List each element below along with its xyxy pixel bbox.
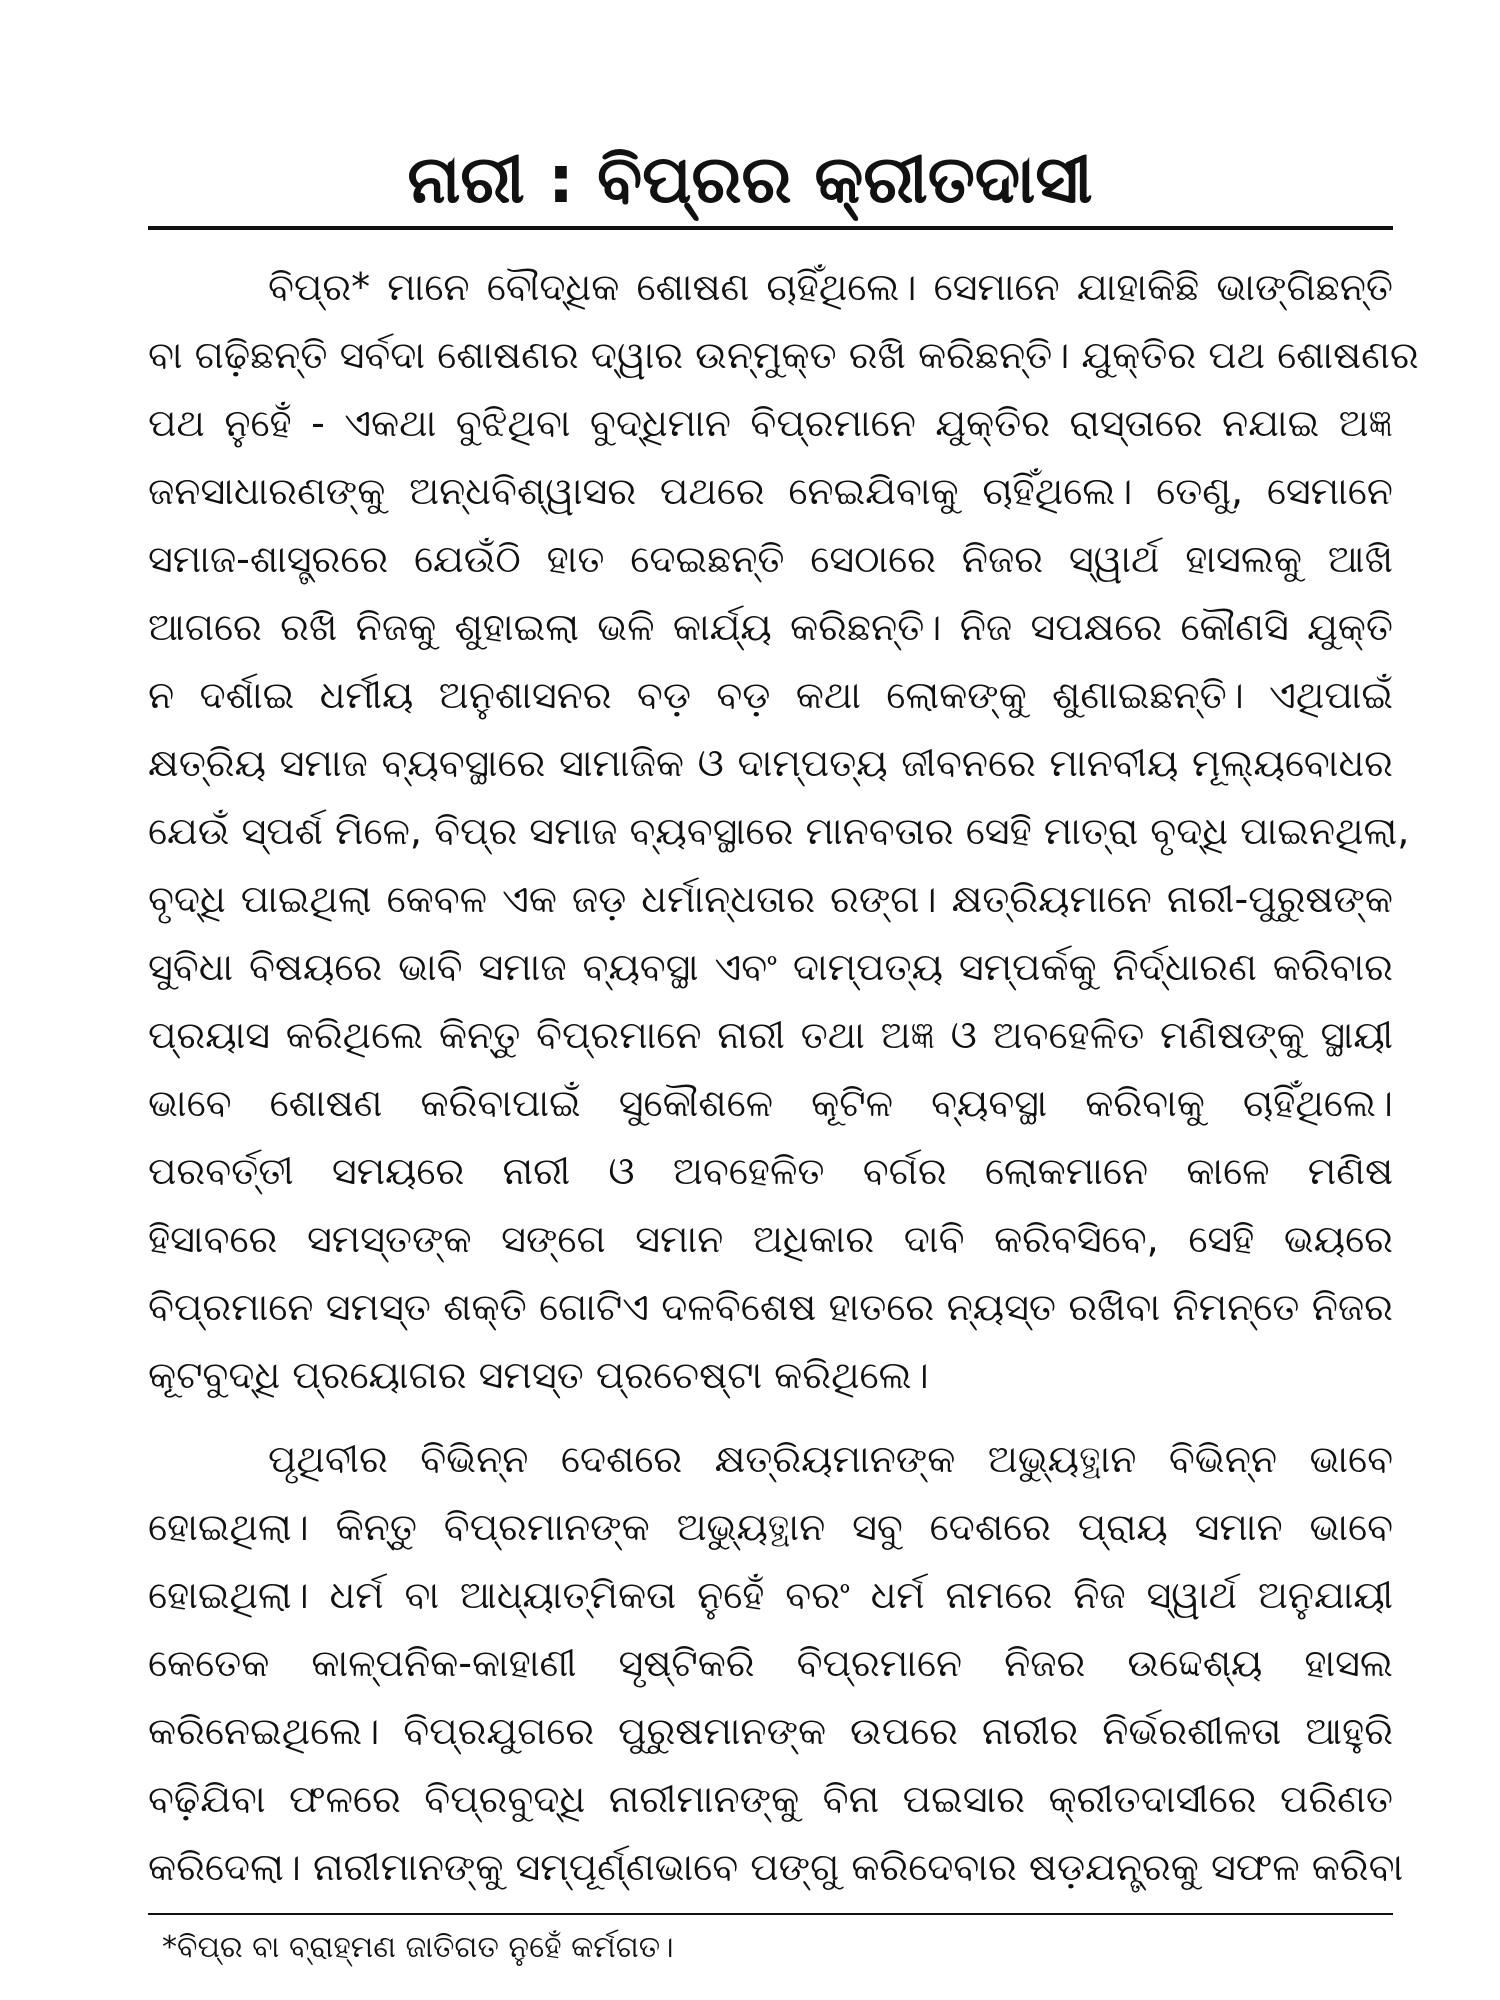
paragraph-2-line: ହୋଇଥିଲା। ଧର୍ମ ବା ଆଧ୍ୟାତ୍ମିକତା ନୁହେଁ ବରଂ ଧର୍ମ ନାମରେ ନିଜ ସ୍ୱାର୍ଥ ଅନୁଯାୟୀ <box>148 1573 1393 1617</box>
paragraph-1-line: ପରବର୍ତ୍ତୀ ସମୟରେ ନାରୀ ଓ ଅବହେଳିତ ବର୍ଗର ଲୋକମାନେ କାଳେ ମଣିଷ <box>148 1149 1393 1193</box>
paragraph-1-line: ହିସାବରେ ସମସ୍ତଙ୍କ ସଙ୍ଗେ ସମାନ ଅଧିକାର ଦାବି କରିବସିବେ, ସେହି ଭୟରେ <box>148 1217 1393 1261</box>
footnote-divider <box>148 1913 1393 1915</box>
paragraph-1-line: ଭାବେ ଶୋଷଣ କରିବାପାଇଁ ସୁକୌଶଳେ କୂଟିଳ ବ୍ୟବସ୍ଥା କରିବାକୁ ଚାହିଁଥିଲେ। <box>148 1081 1393 1125</box>
paragraph-1-line: କୂଟବୁଦ୍ଧି ପ୍ରୟୋଗର ସମସ୍ତ ପ୍ରଚେଷ୍ଟା କରିଥିଲେ। <box>148 1353 929 1397</box>
paragraph-1-line: ପ୍ରୟାସ କରିଥିଲେ କିନ୍ତୁ ବିପ୍ରମାନେ ନାରୀ ତଥା ଅଜ୍ଞ ଓ ଅବହେଳିତ ମଣିଷଙ୍କୁ ସ୍ଥାୟୀ <box>148 1013 1393 1057</box>
paragraph-1-line: ପଥ ନୁହେଁ - ଏକଥା ବୁଝିଥିବା ବୁଦ୍ଧିମାନ ବିପ୍ରମାନେ ଯୁକ୍ତିର ରାସ୍ତାରେ ନଯାଇ ଅଜ୍ଞ <box>148 401 1393 445</box>
paragraph-2-line: କରିଦେଲା। ନାରୀମାନଙ୍କୁ ସମ୍ପୂର୍ଣ୍ଣଭାବେ ପଙ୍ଗୁ କରିଦେବାର ଷଡ଼ଯନ୍ତ୍ରକୁ ସଫଳ କରିବା <box>148 1845 1404 1889</box>
paragraph-1-line: ବିପ୍ରମାନେ ସମସ୍ତ ଶକ୍ତି ଗୋଟିଏ ଦଳବିଶେଷ ହାତରେ ନ୍ୟସ୍ତ ରଖିବା ନିମନ୍ତେ ନିଜର <box>148 1285 1393 1329</box>
footnote: *ବିପ୍ର ବା ବ୍ରାହ୍ମଣ ଜାତିଗତ ନୁହେଁ କର୍ମଗତ। <box>162 1930 674 1965</box>
paragraph-1-line: ବିପ୍ର* ମାନେ ବୌଦ୍ଧିକ ଶୋଷଣ ଚାହିଁଥିଲେ। ସେମାନେ ଯାହାକିଛି ଭାଙ୍ଗିଛନ୍ତି <box>268 265 1393 309</box>
paragraph-2-line: କେତେକ କାଳ୍ପନିକ-କାହାଣୀ ସୃଷ୍ଟିକରି ବିପ୍ରମାନେ ନିଜର ଉଦ୍ଦେଶ୍ୟ ହାସଲ <box>148 1641 1393 1685</box>
paragraph-1-line: ନ ଦର୍ଶାଇ ଧର୍ମୀୟ ଅନୁଶାସନର ବଡ଼ ବଡ଼ କଥା ଲୋକଙ୍କୁ ଶୁଣାଇଛନ୍ତି। ଏଥିପାଇଁ <box>148 673 1393 717</box>
paragraph-1-line: ଯେଉଁ ସ୍ପର୍ଶ ମିଳେ, ବିପ୍ର ସମାଜ ବ୍ୟବସ୍ଥାରେ ମାନବତାର ସେହି ମାତ୍ରା ବୃଦ୍ଧି ପାଇନଥିଲା, <box>148 809 1410 853</box>
paragraph-1-line: କ୍ଷତ୍ରିୟ ସମାଜ ବ୍ୟବସ୍ଥାରେ ସାମାଜିକ ଓ ଦାମ୍ପତ୍ୟ ଜୀବନରେ ମାନବୀୟ ମୂଲ୍ୟବୋଧର <box>148 741 1393 785</box>
paragraph-2-line: ବଢ଼ିଯିବା ଫଳରେ ବିପ୍ରବୁଦ୍ଧି ନାରୀମାନଙ୍କୁ ବିନା ପଇସାର କ୍ରୀତଦାସୀରେ ପରିଣତ <box>148 1777 1393 1821</box>
paragraph-1-line: ଜନସାଧାରଣଙ୍କୁ ଅନ୍ଧବିଶ୍ୱାସର ପଥରେ ନେଇଯିବାକୁ ଚାହିଁଥିଲେ। ତେଣୁ, ସେମାନେ <box>148 469 1393 513</box>
paragraph-2-line: ହୋଇଥିଲା। କିନ୍ତୁ ବିପ୍ରମାନଙ୍କ ଅଭ୍ୟୁତ୍ଥାନ ସବୁ ଦେଶରେ ପ୍ରାୟ ସମାନ ଭାବେ <box>148 1505 1393 1549</box>
paragraph-2-line: ପୃଥିବୀର ବିଭିନ୍ନ ଦେଶରେ କ୍ଷତ୍ରିୟମାନଙ୍କ ଅଭ୍ୟୁତ୍ଥାନ ବିଭିନ୍ନ ଭାବେ <box>268 1437 1393 1481</box>
page-title: ନାରୀ : ବିପ୍ରର କ୍ରୀତଦାସୀ <box>407 141 1093 218</box>
title-divider <box>148 226 1393 230</box>
paragraph-1-line: ବୃଦ୍ଧି ପାଇଥିଲା କେବଳ ଏକ ଜଡ଼ ଧର୍ମାନ୍ଧତାର ରଙ୍ଗ। କ୍ଷତ୍ରିୟମାନେ ନାରୀ-ପୁରୁଷଙ୍କ <box>148 877 1393 921</box>
paragraph-1-line: ବା ଗଢ଼ିଛନ୍ତି ସର୍ବଦା ଶୋଷଣର ଦ୍ୱାର ଉନ୍ମୁକ୍ତ ରଖି କରିଛନ୍ତି। ଯୁକ୍ତିର ପଥ ଶୋଷଣର <box>148 333 1419 377</box>
paragraph-1-line: ସମାଜ-ଶାସ୍ତ୍ରରେ ଯେଉଁଠି ହାତ ଦେଇଛନ୍ତି ସେଠାରେ ନିଜର ସ୍ୱାର୍ଥ ହାସଲକୁ ଆଖି <box>148 537 1393 581</box>
paragraph-1-line: ଆଗରେ ରଖି ନିଜକୁ ଶୁହାଇଲା ଭଳି କାର୍ଯ୍ୟ କରିଛନ୍ତି। ନିଜ ସପକ୍ଷରେ କୌଣସି ଯୁକ୍ତି <box>148 605 1393 649</box>
paragraph-2-line: କରିନେଇଥିଲେ। ବିପ୍ରଯୁଗରେ ପୁରୁଷମାନଙ୍କ ଉପରେ ନାରୀର ନିର୍ଭରଶୀଳତା ଆହୁରି <box>148 1709 1393 1753</box>
paragraph-1-line: ସୁବିଧା ବିଷୟରେ ଭାବି ସମାଜ ବ୍ୟବସ୍ଥା ଏବଂ ଦାମ୍ପତ୍ୟ ସମ୍ପର୍କକୁ ନିର୍ଦ୍ଧାରଣ କରିବାର <box>148 945 1393 989</box>
